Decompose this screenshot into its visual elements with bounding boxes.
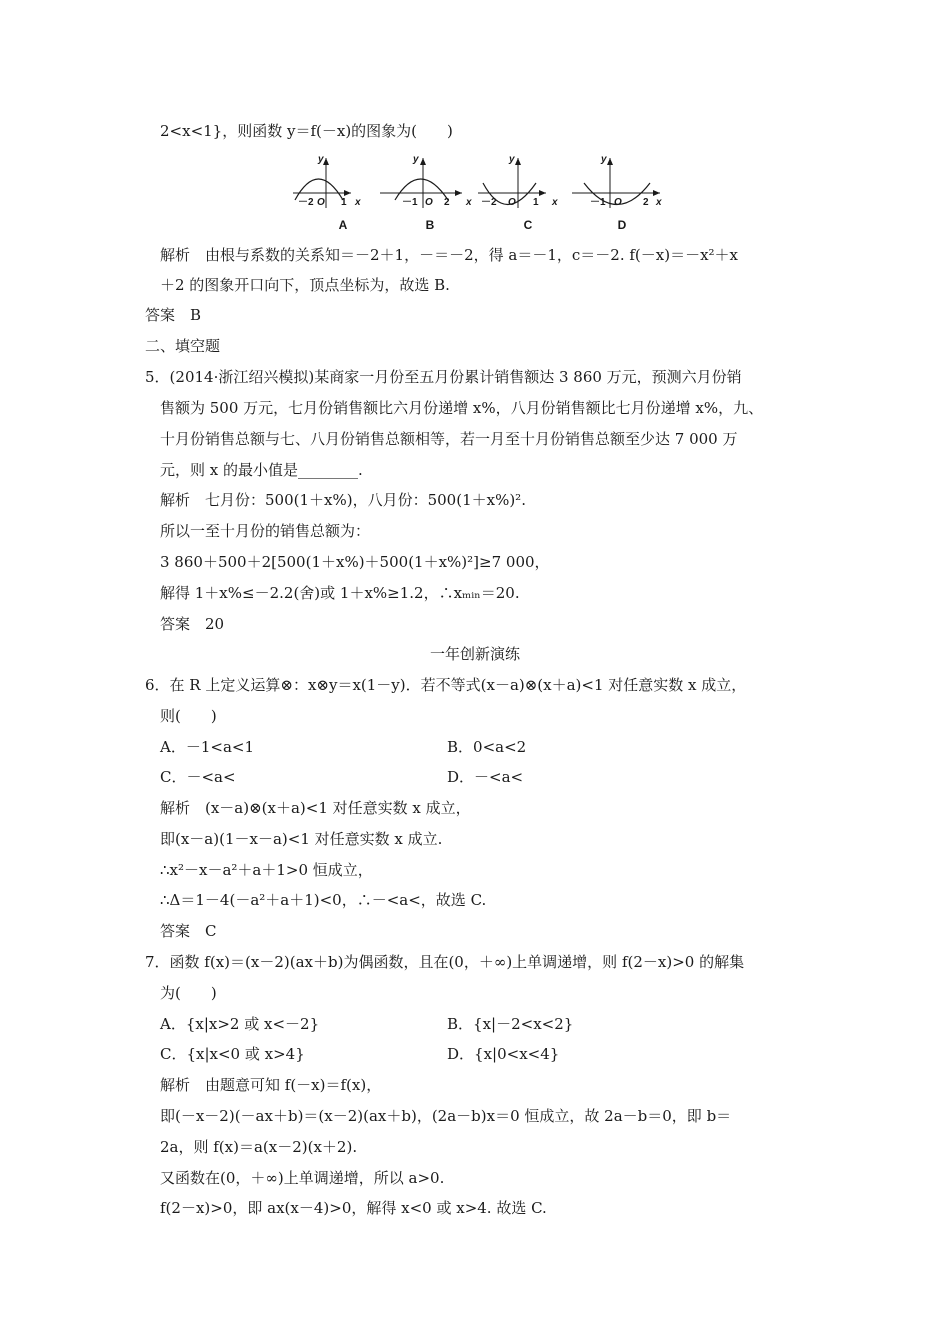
q7-stem-line2: 为( ) (160, 984, 217, 1002)
origin-label: O (614, 197, 622, 208)
graph-b-plot (380, 148, 480, 218)
q4-stem-tail: 2<x<1}，则函数 y＝f(－x)的图象为( ) (160, 122, 453, 140)
graph-a-plot (293, 148, 393, 218)
q7-option-a: A．{x|x>2 或 x<－2} (160, 1015, 320, 1033)
section-heading-innovation: 一年创新演练 (429, 645, 520, 663)
graph-caption: B (425, 218, 435, 232)
graph-caption: A (338, 218, 348, 232)
q6-analysis-line4: ∴Δ＝1－4(－a²＋a＋1)<0，∴－<a<，故选 C. (160, 891, 487, 909)
x-axis-arrow-icon (344, 190, 351, 196)
q6-option-c: C．－<a< (160, 768, 236, 786)
x-axis-arrow-icon (455, 190, 462, 196)
x-axis-arrow-icon (539, 190, 546, 196)
section-heading-fill-blank: 二、填空题 (145, 337, 221, 355)
q6-analysis-line3: ∴x²－x－a²＋a＋1>0 恒成立， (160, 861, 373, 879)
q7-option-c: C．{x|x<0 或 x>4} (160, 1045, 305, 1063)
y-axis-arrow-icon (323, 158, 329, 165)
q6-analysis-line2: 即(x－a)(1－x－a)<1 对任意实数 x 成立. (160, 830, 443, 848)
q4-analysis-line1: 解析 由根与系数的关系知＝－2＋1，－＝－2，得 a＝－1，c＝－2. f(－x)＝－x²＋x (160, 246, 739, 264)
q5-analysis-line2: 所以一至十月份的销售总额为： (160, 522, 371, 540)
tick-label: －2 (481, 197, 497, 208)
q7-analysis-line5: f(2－x)>0，即 ax(x－4)>0，解得 x<0 或 x>4. 故选 C. (160, 1199, 547, 1217)
q5-analysis-line4: 解得 1＋x%≤－2.2(舍)或 1＋x%≥1.2，∴xₘᵢₙ＝20. (160, 584, 520, 602)
graph-caption: C (523, 218, 533, 232)
y-label: y (413, 154, 419, 165)
tick-label: 2 (643, 197, 649, 208)
graph-caption: D (617, 218, 627, 232)
q6-option-b: B．0<a<2 (447, 738, 527, 756)
origin-label: O (317, 197, 325, 208)
q5-stem-line4: 元，则 x 的最小值是________. (160, 461, 363, 479)
graph-option-a (293, 148, 393, 236)
y-label: y (509, 154, 515, 165)
q5-stem-line1: 5．(2014·浙江绍兴模拟)某商家一月份至五月份累计销售额达 3 860 万元，预测六月份销 (145, 368, 742, 386)
q7-analysis-line1: 解析 由题意可知 f(－x)＝f(x)， (160, 1076, 382, 1094)
y-axis-arrow-icon (607, 158, 613, 165)
q5-answer: 答案 20 (160, 615, 225, 633)
q6-stem-line2: 则( ) (160, 707, 217, 725)
q7-option-d: D．{x|0<x<4} (447, 1045, 560, 1063)
tick-label: 1 (341, 197, 347, 208)
q7-stem-line1: 7．函数 f(x)＝(x－2)(ax＋b)为偶函数，且在(0，＋∞)上单调递增，则 f(2－x)>0 的解集 (145, 953, 745, 971)
x-label: x (656, 197, 662, 208)
y-axis-arrow-icon (515, 158, 521, 165)
tick-label: －1 (590, 197, 606, 208)
q7-analysis-line2: 即(－x－2)(－ax＋b)＝(x－2)(ax＋b)，(2a－b)x＝0 恒成立，故 2a－b＝0，即 b＝ (160, 1107, 732, 1125)
y-axis-arrow-icon (420, 158, 426, 165)
graph-option-b (380, 148, 480, 236)
origin-label: O (425, 197, 433, 208)
origin-label: O (508, 197, 516, 208)
q6-analysis-line1: 解析 (x－a)⊗(x＋a)<1 对任意实数 x 成立， (160, 799, 471, 817)
graph-d-plot (572, 148, 672, 218)
tick-label: －1 (402, 197, 418, 208)
graph-option-c (478, 148, 578, 236)
q6-answer: 答案 C (160, 922, 217, 940)
tick-label: －2 (298, 197, 314, 208)
y-label: y (601, 154, 607, 165)
q5-analysis-line1: 解析 七月份：500(1＋x%)，八月份：500(1＋x%)². (160, 491, 526, 509)
x-label: x (355, 197, 361, 208)
q6-option-d: D．－<a< (447, 768, 524, 786)
x-axis-arrow-icon (653, 190, 660, 196)
x-label: x (466, 197, 472, 208)
tick-label: 2 (444, 197, 450, 208)
q6-stem-line1: 6．在 R 上定义运算⊗：x⊗y＝x(1－y)．若不等式(x－a)⊗(x＋a)<1 对任意实数 x 成立， (145, 676, 747, 694)
q7-analysis-line3: 2a，则 f(x)＝a(x－2)(x＋2). (160, 1138, 358, 1156)
q6-option-a: A．－1<a<1 (160, 738, 254, 756)
y-label: y (318, 154, 324, 165)
graph-option-d (572, 148, 672, 236)
q5-stem-line3: 十月份销售总额与七、八月份销售总额相等，若一月至十月份销售总额至少达 7 000 万 (160, 430, 738, 448)
x-label: x (552, 197, 558, 208)
q7-option-b: B．{x|－2<x<2} (447, 1015, 574, 1033)
graph-c-plot (478, 148, 578, 218)
q4-answer: 答案 B (145, 306, 202, 324)
tick-label: 1 (533, 197, 539, 208)
q7-analysis-line4: 又函数在(0，＋∞)上单调递增，所以 a>0. (160, 1169, 445, 1187)
q5-stem-line2: 售额为 500 万元，七月份销售额比六月份递增 x%，八月份销售额比七月份递增 x%，九、 (160, 399, 764, 417)
q4-analysis-line2: ＋2 的图象开口向下，顶点坐标为，故选 B. (160, 276, 450, 294)
q5-analysis-line3: 3 860＋500＋2[500(1＋x%)＋500(1＋x%)²]≥7 000， (160, 553, 550, 571)
